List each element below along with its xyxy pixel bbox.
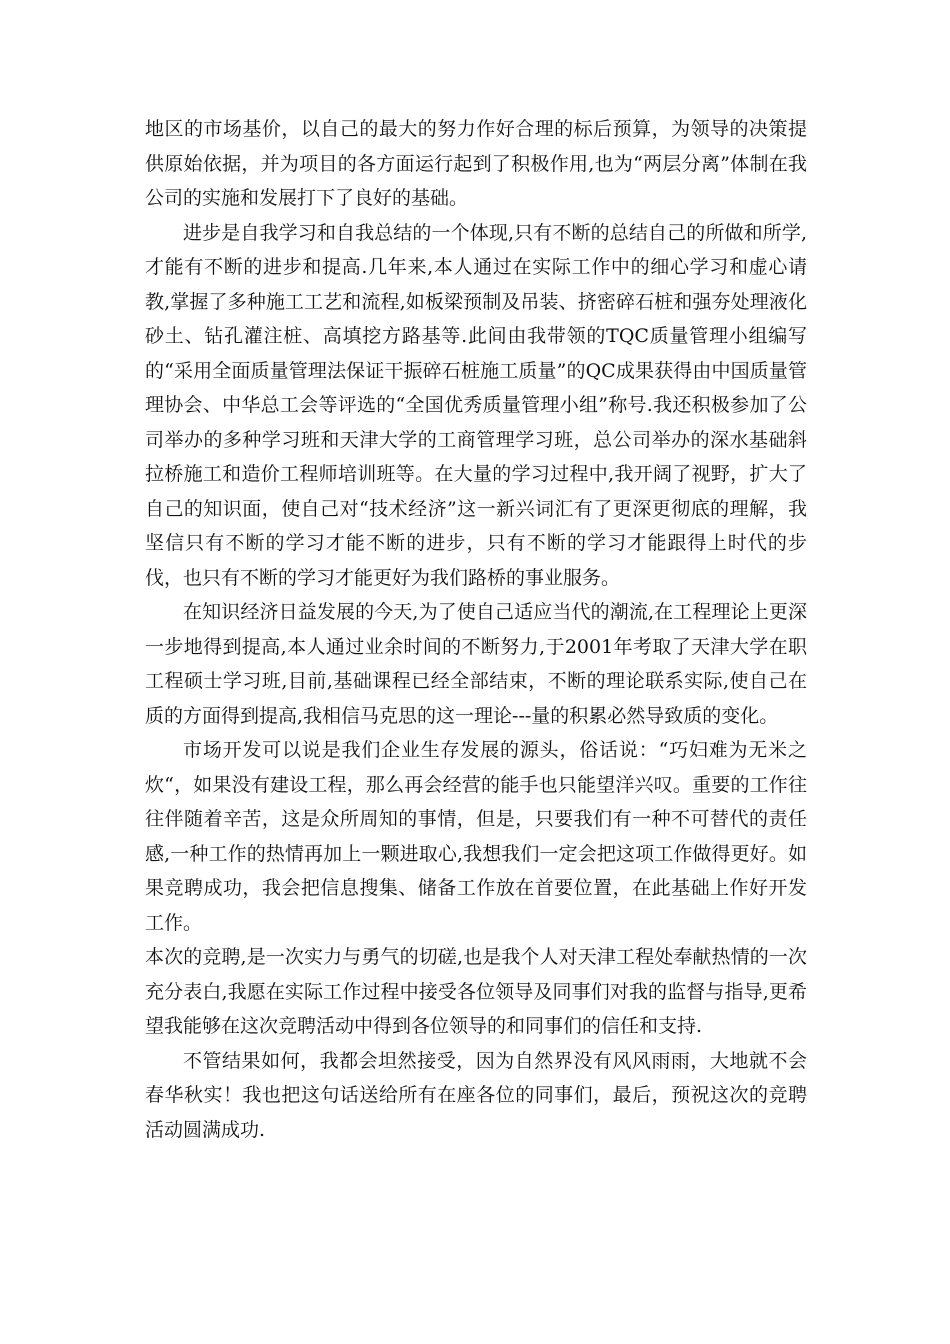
paragraph-closing: 不管结果如何，我都会坦然接受，因为自然界没有风风雨雨，大地就不会春华秋实！我也把这句话送给所有在座各位的同事们，最后，预祝这次的竞聘活动圆满成功. xyxy=(145,1049,807,1141)
paragraph-progress-learning: 进步是自我学习和自我总结的一个体现,只有不断的总结自己的所做和所学,才能有不断的进步和提高.几年来,本人通过在实际工作中的细心学习和虚心请教,掌握了多种施工工艺和流程,如板梁预制及吊装、挤密碎石桩和强夯处理液化砂土、钻孔灌注桩、高填挖方路基等.此间由我带领的TQC质量管理小组编写的“采用全面质量管理法保证干振碎石桩施工质量”的QC成果获得由中国质量管理协会、中华总工会等评选的“全国优秀质量管理小组”称号.我还积极参加了公司举办的多种学习班和天津大学的工商管理学习班，总公司举办的深水基础斜拉桥施工和造价工程师培训班等。在大量的学习过程中,我开阔了视野，扩大了自己的知识面，使自己对“技术经济”这一新兴词汇有了更深更彻底的理解，我坚信只有不断的学习才能不断的进步，只有不断的学习才能跟得上时代的步伐，也只有不断的学习才能更好为我们路桥的事业服务。 xyxy=(145,221,807,589)
paragraph-continuation: 地区的市场基价，以自己的最大的努力作好合理的标后预算，为领导的决策提供原始依据，并为项目的各方面运行起到了积极作用,也为“两层分离”体制在我公司的实施和发展打下了良好的基础。 xyxy=(145,118,807,209)
paragraph-competition: 本次的竞聘,是一次实力与勇气的切磋,也是我个人对天津工程处奉献热情的一次充分表白,我愿在实际工作过程中接受各位领导及同事们对我的监督与指导,更希望我能够在这次竞聘活动中得到各位领导的和同事们的信任和支持. xyxy=(145,946,807,1037)
paragraph-market-development: 市场开发可以说是我们企业生存发展的源头，俗话说：“巧妇难为无米之炊“，如果没有建设工程，那么再会经营的能手也只能望洋兴叹。重要的工作往往伴随着辛苦，这是众所周知的事情，但是，只要我们有一种不可替代的责任感,一种工作的热情再加上一颗进取心,我想我们一定会把这项工作做得更好。如果竞聘成功，我会把信息搜集、储备工作放在首要位置，在此基础上作好开发工作。 xyxy=(145,739,807,934)
document-body xyxy=(145,112,807,1147)
paragraph-knowledge-economy: 在知识经济日益发展的今天,为了使自己适应当代的潮流,在工程理论上更深一步地得到提高,本人通过业余时间的不断努力,于2001年考取了天津大学在职工程硕士学习班,目前,基础课程已经全部结束，不断的理论联系实际,使自己在质的方面得到提高,我相信马克思的这一理论---量的积累必然导致质的变化。 xyxy=(145,601,807,727)
